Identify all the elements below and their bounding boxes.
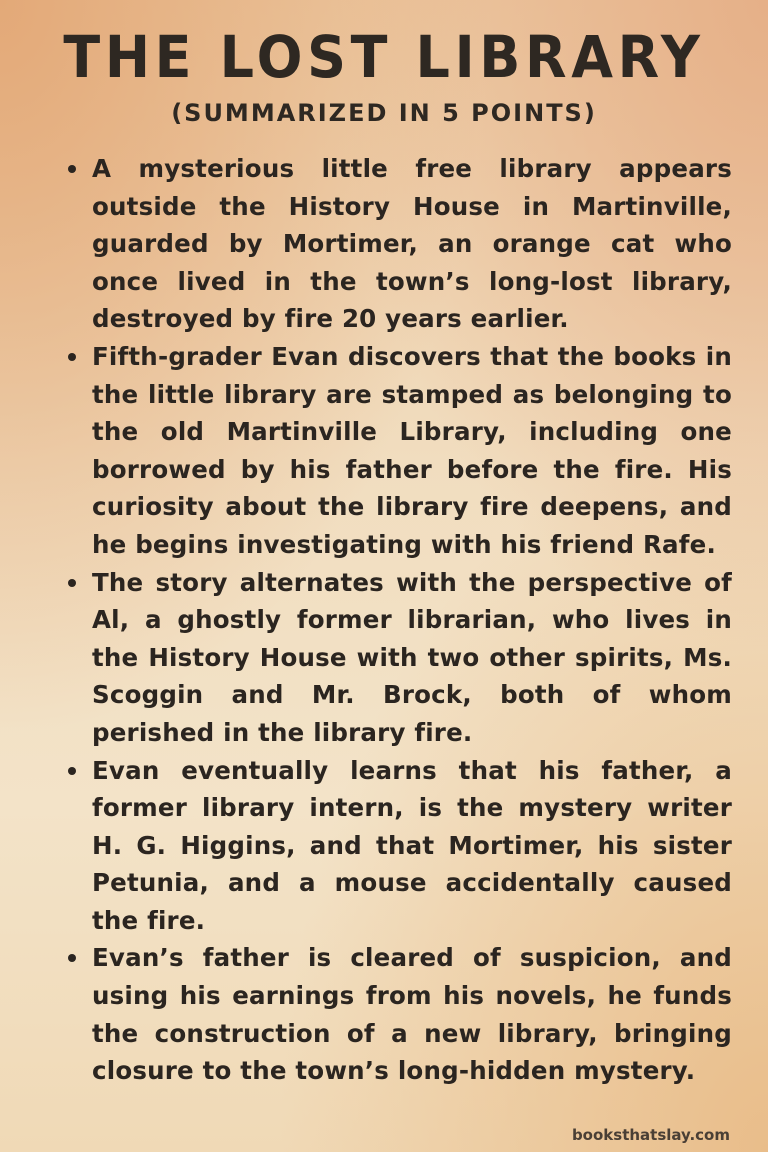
website-watermark: booksthatslay.com <box>571 1126 730 1144</box>
bullet-icon <box>68 767 76 775</box>
bullet-icon <box>68 353 76 361</box>
summary-point-text: Evan’s father is cleared of suspicion, and using his earnings from his novels, he funds the construction of a new library, bringing closure to the town’s long-hidden mystery. <box>92 943 732 1086</box>
bullet-icon <box>68 579 76 587</box>
bullet-icon <box>68 954 76 962</box>
summary-points-list <box>64 150 732 1090</box>
summary-point-3 <box>64 564 732 752</box>
summary-point-2 <box>64 338 732 564</box>
summary-point-text: The story alternates with the perspective of Al, a ghostly former librarian, who lives in the History House with two other spirits, Ms. Scoggin and Mr. Brock, both of whom perished in the library fire. <box>92 567 732 747</box>
bullet-icon <box>68 165 76 173</box>
page-title: THE LOST LIBRARY <box>63 23 705 91</box>
summary-point-text: A mysterious little free library appears outside the History House in Martinville, guarded by Mortimer, an orange cat who once lived in the town’s long-lost library, destroyed by fire 20 years earlier. <box>92 154 732 334</box>
summary-point-1 <box>64 150 732 338</box>
summary-point-4 <box>64 752 732 940</box>
summary-point-text: Evan eventually learns that his father, a former library intern, is the mystery writer H. G. Higgins, and that Mortimer, his sister Petunia, and a mouse accidentally caused the fire. <box>92 755 732 935</box>
summary-point-text: Fifth-grader Evan discovers that the books in the little library are stamped as belonging to the old Martinville Library, including one borrowed by his father before the fire. His curiosity about the library fire deepens, and he begins investigating with his friend Rafe. <box>92 341 732 559</box>
summary-point-5 <box>64 939 732 1089</box>
page-subtitle: (SUMMARIZED IN 5 POINTS) <box>171 99 597 127</box>
